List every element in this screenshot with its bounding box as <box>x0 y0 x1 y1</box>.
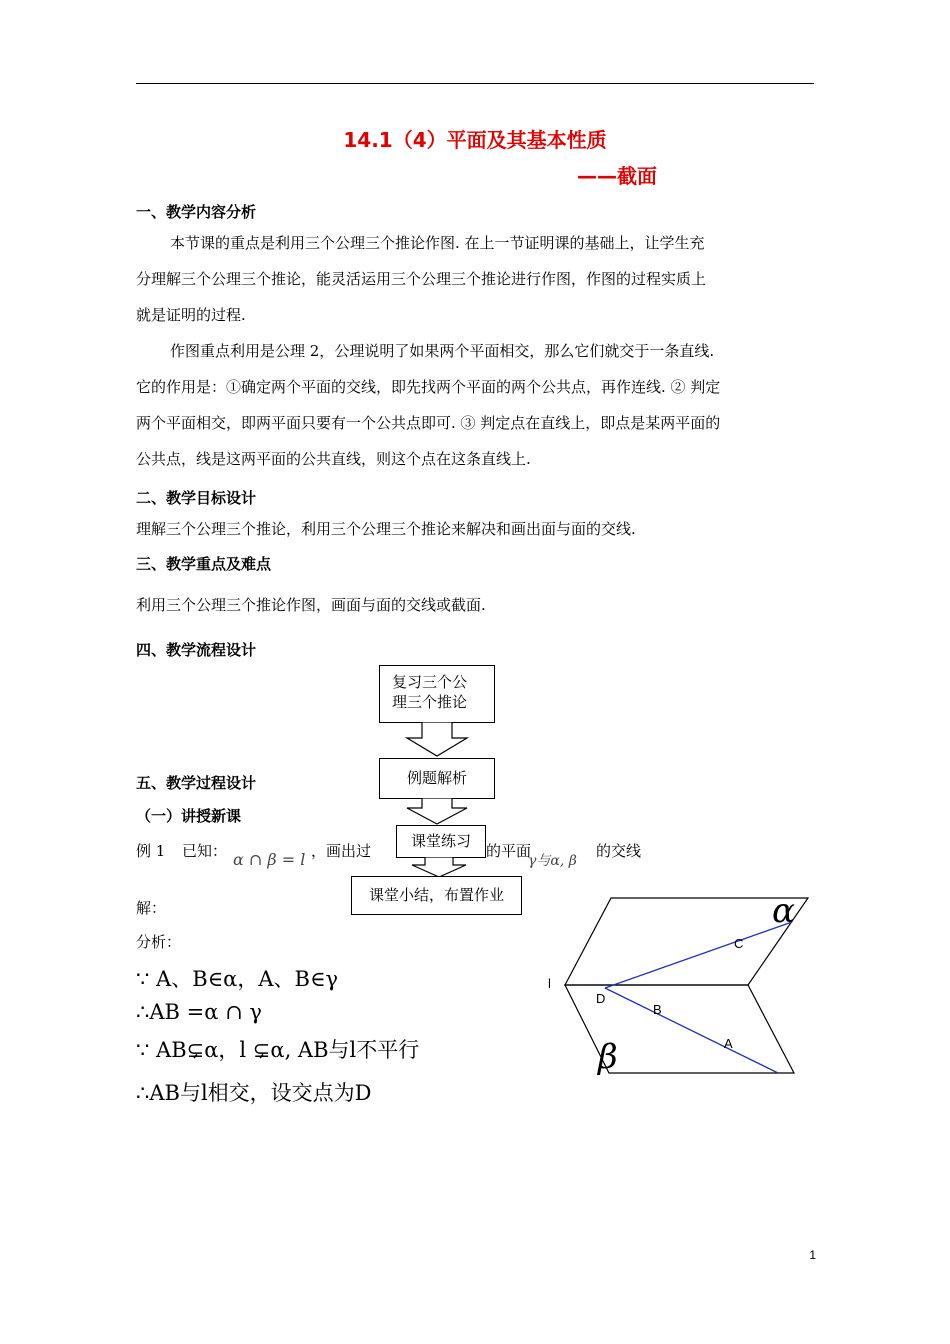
label-alpha: α <box>772 891 795 931</box>
planes-figure <box>540 890 820 1090</box>
section2-text: 理解三个公理三个推论，利用三个公理三个推论来解决和画出面与面的交线. <box>136 520 636 538</box>
section5-heading: 五、教学过程设计 <box>136 774 257 792</box>
doc-subtitle: ——截面 <box>577 164 657 188</box>
para1-line3: 就是证明的过程. <box>136 306 246 324</box>
label-beta: β <box>598 1037 618 1077</box>
flow-box-review <box>379 665 495 723</box>
para2-line1: 作图重点利用是公理 2，公理说明了如果两个平面相交，那么它们就交于一条直线. <box>170 342 715 360</box>
header-rule <box>136 83 814 84</box>
flow-arrow-2 <box>405 798 469 826</box>
section3-heading: 三、教学重点及难点 <box>136 555 272 573</box>
draw-text-1: ，画出过 <box>311 842 372 860</box>
section4-heading: 四、教学流程设计 <box>136 641 257 659</box>
proof-line-1: ∵ A、B∈α，A、B∈γ <box>136 967 339 991</box>
flow-box-examples: 例题解析 <box>379 758 495 799</box>
para1-line1: 本节课的重点是利用三个公理三个推论作图. 在上一节证明课的基础上，让学生充 <box>170 234 705 252</box>
given-math: α ∩ β = l <box>233 850 306 869</box>
label-b: B <box>653 1002 662 1017</box>
para2-line4: 公共点，线是这两平面的公共直线，则这个点在这条直线上. <box>136 450 531 468</box>
proof-line-3: ∵ AB⊊α，l ⊊α, AB与l不平行 <box>136 1038 420 1062</box>
flow-box-review-line1: 复习三个公 <box>392 673 468 691</box>
doc-title: 14.1（4）平面及其基本性质 <box>343 128 607 152</box>
proof-line-2: ∴AB =α ∩ γ <box>136 1000 262 1024</box>
solution-label: 解： <box>136 899 167 917</box>
example-label: 例 1 <box>136 842 166 860</box>
label-c: C <box>734 936 744 951</box>
flow-box-review-line2: 理三个推论 <box>392 693 468 711</box>
label-l: l <box>548 976 551 991</box>
section5-sub: （一）讲授新课 <box>136 807 242 825</box>
given-label: 已知： <box>182 842 228 860</box>
para2-line2: 它的作用是：①确定两个平面的交线，即先找两个平面的两个公共点，再作连线. ② 判定 <box>136 378 721 396</box>
section1-heading: 一、教学内容分析 <box>136 203 257 221</box>
label-d: D <box>596 991 606 1006</box>
line-dc <box>605 922 792 988</box>
gamma-text: γ与α, β <box>528 853 577 869</box>
proof-line-4: ∴AB与l相交，设交点为D <box>136 1081 372 1105</box>
analysis-label: 分析： <box>136 933 182 951</box>
section3-text: 利用三个公理三个推论作图，画面与面的交线或截面. <box>136 596 486 614</box>
flow-box-practice: 课堂练习 <box>396 825 486 858</box>
flow-box-summary: 课堂小结，布置作业 <box>351 876 522 915</box>
para2-line3: 两个平面相交，即两平面只要有一个公共点即可. ③ 判定点在直线上，即点是某两平面的 <box>136 414 721 432</box>
section2-heading: 二、教学目标设计 <box>136 489 257 507</box>
label-a: A <box>724 1036 733 1051</box>
flow-arrow-1 <box>405 722 469 758</box>
page-number: 1 <box>809 1248 816 1262</box>
end-text: 的交线 <box>596 842 642 860</box>
draw-text-2: 的平面 <box>486 842 532 860</box>
para1-line2: 分理解三个公理三个推论，能灵活运用三个公理三个推论进行作图，作图的过程实质上 <box>136 270 707 288</box>
line-da <box>605 988 778 1073</box>
